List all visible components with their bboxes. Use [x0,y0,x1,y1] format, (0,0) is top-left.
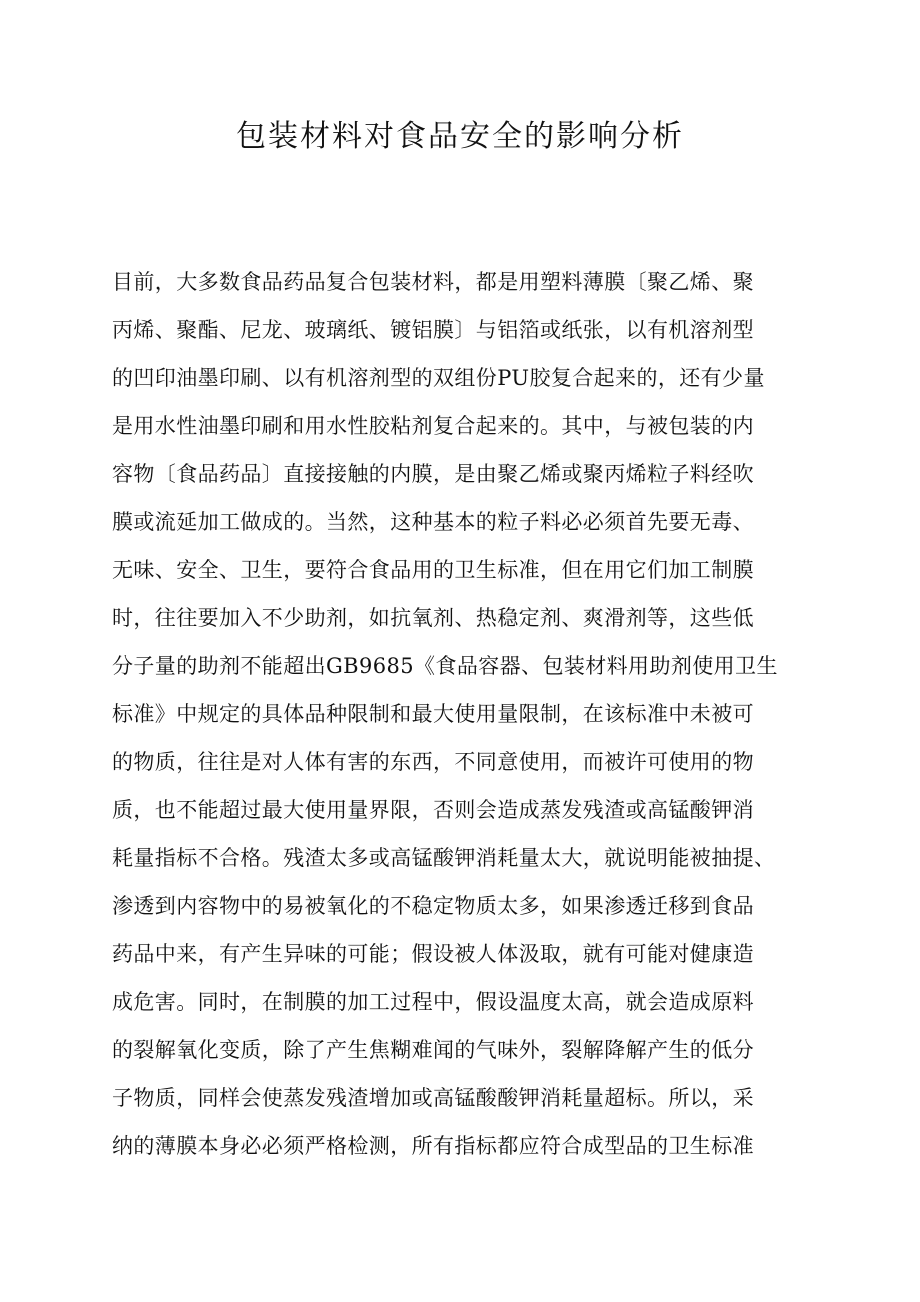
text-line: 药品中来，有产生异味的可能；假设被人体汲取，就有可能对健康造 [112,942,754,966]
text-line: 的凹印油墨印刷、以有机溶剂型的双组份PU胶复合起来的，还有少量 [112,366,765,390]
text-line: 质，也不能超过最大使用量界限，否则会造成蒸发残渣或高锰酸钾消 [112,798,754,822]
text-line: 丙烯、聚酯、尼龙、玻璃纸、镀铝膜〕与铝箔或纸张，以有机溶剂型 [112,318,754,342]
document-title: 包装材料对食品安全的影响分析 [236,119,684,154]
text-line: 的裂解氧化变质，除了产生焦糊难闻的气味外，裂解降解产生的低分 [112,1038,754,1062]
text-line: 的物质，往往是对人体有害的东西，不同意使用，而被许可使用的物 [112,750,754,774]
text-line: 目前，大多数食品药品复合包装材料，都是用塑料薄膜〔聚乙烯、聚 [112,270,754,294]
text-line: 纳的薄膜本身必必须严格检测，所有指标都应符合成型品的卫生标准 [112,1134,754,1158]
text-line: 容物〔食品药品〕直接接触的内膜，是由聚乙烯或聚丙烯粒子料经吹 [112,462,754,486]
body-paragraph [112,258,812,1170]
text-line: 膜或流延加工做成的。当然，这种基本的粒子料必必须首先要无毒、 [112,510,754,534]
text-line: 成危害。同时，在制膜的加工过程中，假设温度太高，就会造成原料 [112,990,754,1014]
text-line: 渗透到内容物中的易被氧化的不稳定物质太多，如果渗透迁移到食品 [112,894,754,918]
text-line: 子物质，同样会使蒸发残渣增加或高锰酸酸钾消耗量超标。所以，采 [112,1086,754,1110]
text-line: 时，往往要加入不少助剂，如抗氧剂、热稳定剂、爽滑剂等，这些低 [112,606,754,630]
text-line: 无味、安全、卫生，要符合食品用的卫生标准，但在用它们加工制膜 [112,558,754,582]
text-line: 是用水性油墨印刷和用水性胶粘剂复合起来的。其中，与被包装的内 [112,414,754,438]
text-line: 标准》中规定的具体品种限制和最大使用量限制，在该标准中未被可 [112,702,754,726]
text-line: 耗量指标不合格。残渣太多或高锰酸钾消耗量太大，就说明能被抽提、 [112,846,776,870]
text-line: 分子量的助剂不能超出GB9685《食品容器、包装材料用助剂使用卫生 [112,654,778,678]
